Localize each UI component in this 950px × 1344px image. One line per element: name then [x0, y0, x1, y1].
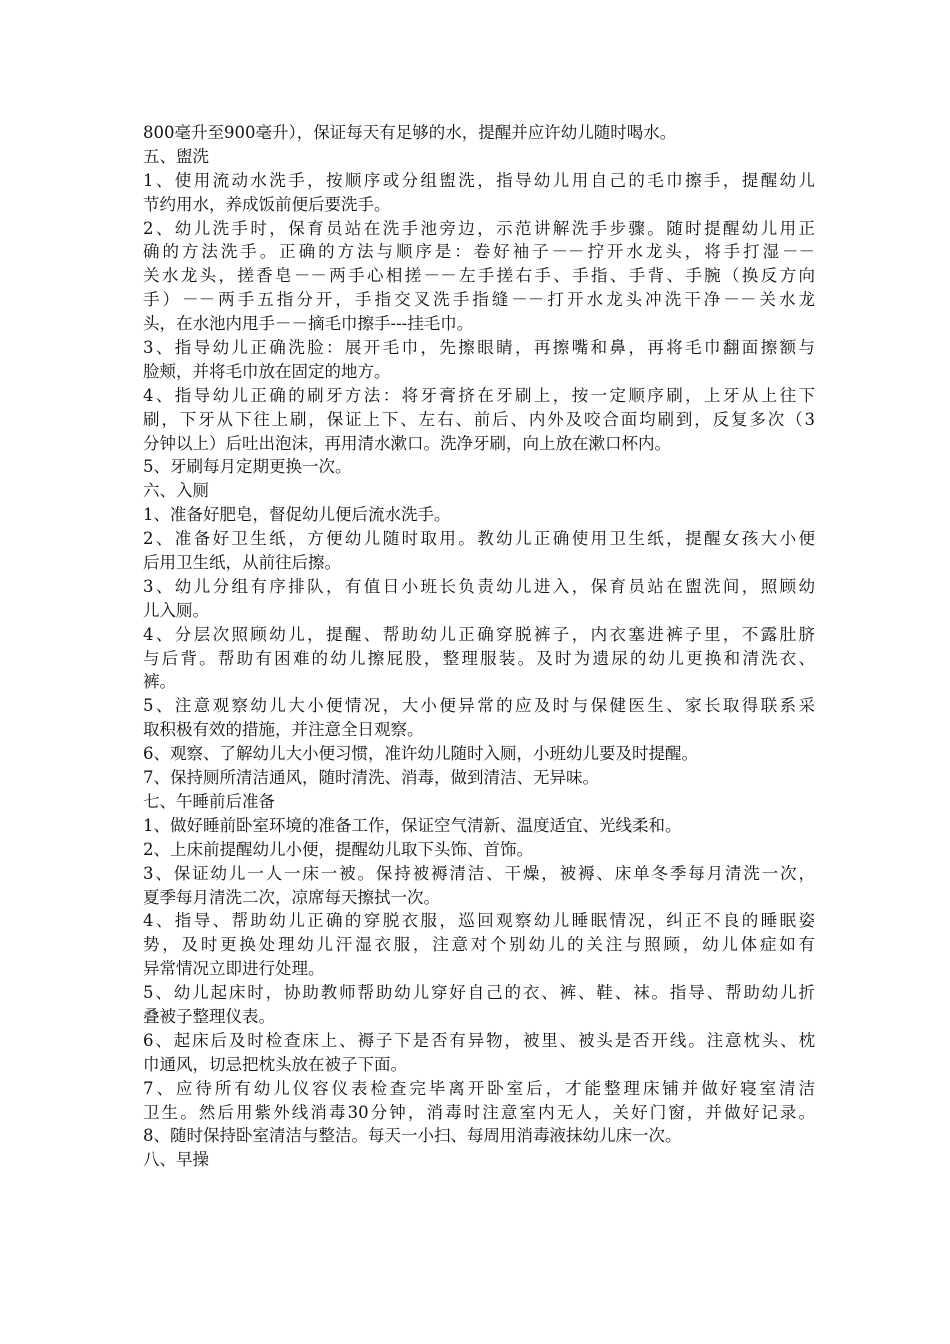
text-line: 5、幼儿起床时，协助教师帮助幼儿穿好自己的衣、裤、鞋、袜。指导、帮助幼儿折: [143, 983, 815, 1003]
text-line: 势，及时更换处理幼儿汗湿衣服，注意对个别幼儿的关注与照顾，幼儿体症如有: [143, 935, 815, 955]
text-line: 7、保持厕所清洁通风，随时清洗、消毒，做到清洁、无异味。: [143, 768, 599, 788]
text-line: 6、观察、了解幼儿大小便习惯，准许幼儿随时入厕，小班幼儿要及时提醒。: [143, 744, 698, 764]
text-line: 刷，下牙从下往上刷，保证上下、左右、前后、内外及咬合面均刷到，反复多次（3: [143, 409, 815, 429]
text-line: 节约用水，养成饭前便后要洗手。: [143, 194, 391, 214]
text-line: 夏季每月清洗二次，凉席每天擦拭一次。: [143, 887, 440, 907]
text-line: 确的方法洗手。正确的方法与顺序是：卷好袖子－－拧开水龙头，将手打湿－－: [143, 242, 815, 262]
text-line: 手）－－两手五指分开，手指交叉洗手指缝－－打开水龙头冲洗干净－－关水龙: [143, 290, 815, 310]
text-line: 巾通风，切忌把枕头放在被子下面。: [143, 1054, 407, 1074]
text-line: 2、幼儿洗手时，保育员站在洗手池旁边，示范讲解洗手步骤。随时提醒幼儿用正: [143, 218, 815, 238]
text-line: 5、注意观察幼儿大小便情况，大小便异常的应及时与保健医生、家长取得联系采: [143, 696, 815, 716]
text-line: 叠被子整理仪表。: [143, 1006, 275, 1026]
section-heading: 七、午睡前后准备: [143, 791, 275, 811]
text-line: 裤。: [143, 672, 176, 692]
text-line: 1、使用流动水洗手，按顺序或分组盥洗，指导幼儿用自己的毛巾擦手，提醒幼儿: [143, 170, 815, 190]
document-page: [143, 121, 815, 1172]
text-line: 分钟以上）后吐出泡沫，再用清水漱口。洗净牙刷，向上放在漱口杯内。: [143, 433, 671, 453]
section-heading: 八、早操: [143, 1150, 209, 1170]
text-line: 1、准备好肥皂，督促幼儿便后流水洗手。: [143, 505, 451, 525]
text-line: 卫生。然后用紫外线消毒30分钟，消毒时注意室内无人，关好门窗，并做好记录。: [143, 1102, 815, 1122]
text-line: 1、做好睡前卧室环境的准备工作，保证空气清新、温度适宜、光线柔和。: [143, 815, 682, 835]
text-line: 4、指导幼儿正确的刷牙方法：将牙膏挤在牙刷上，按一定顺序刷，上牙从上往下: [143, 385, 815, 405]
text-line: 6、起床后及时检查床上、褥子下是否有异物，被里、被头是否开线。注意枕头、枕: [143, 1030, 815, 1050]
text-line: 8、随时保持卧室清洁与整洁。每天一小扫、每周用消毒液抹幼儿床一次。: [143, 1126, 682, 1146]
text-line: 800毫升至900毫升），保证每天有足够的水，提醒并应许幼儿随时喝水。: [143, 123, 677, 142]
text-line: 取积极有效的措施，并注意全日观察。: [143, 720, 424, 740]
text-line: 儿入厕。: [143, 600, 209, 620]
section-heading: 五、盥洗: [143, 146, 209, 166]
text-line: 3、幼儿分组有序排队，有值日小班长负责幼儿进入，保育员站在盥洗间，照顾幼: [143, 576, 815, 596]
text-line: 关水龙头，搓香皂－－两手心相搓－－左手搓右手、手指、手背、手腕（换反方向: [143, 266, 815, 286]
text-line: 后用卫生纸，从前往后擦。: [143, 553, 341, 573]
text-line: 头，在水池内甩手－－摘毛巾擦手---挂毛巾。: [143, 314, 474, 334]
section-heading: 六、入厕: [143, 481, 209, 501]
text-line: 3、指导幼儿正确洗脸：展开毛巾，先擦眼睛，再擦嘴和鼻，再将毛巾翻面擦额与: [143, 338, 815, 358]
text-line: 2、准备好卫生纸，方便幼儿随时取用。教幼儿正确使用卫生纸，提醒女孩大小便: [143, 529, 815, 549]
text-line: 5、牙刷每月定期更换一次。: [143, 457, 352, 477]
text-line: 7、应待所有幼儿仪容仪表检查完毕离开卧室后，才能整理床铺并做好寝室清洁: [143, 1078, 815, 1098]
text-line: 4、分层次照顾幼儿，提醒、帮助幼儿正确穿脱裤子，内衣塞进裤子里，不露肚脐: [143, 624, 815, 644]
text-line: 脸颊，并将毛巾放在固定的地方。: [143, 361, 391, 381]
text-line: 异常情况立即进行处理。: [143, 959, 325, 979]
text-line: 4、指导、帮助幼儿正确的穿脱衣服，巡回观察幼儿睡眠情况，纠正不良的睡眠姿: [143, 911, 815, 931]
text-line: 3、保证幼儿一人一床一被。保持被褥清洁、干燥，被褥、床单冬季每月清洗一次，: [143, 863, 815, 883]
text-line: 2、上床前提醒幼儿小便，提醒幼儿取下头饰、首饰。: [143, 839, 533, 859]
text-line: 与后背。帮助有困难的幼儿擦屁股，整理服装。及时为遗尿的幼儿更换和清洗衣、: [143, 648, 815, 668]
